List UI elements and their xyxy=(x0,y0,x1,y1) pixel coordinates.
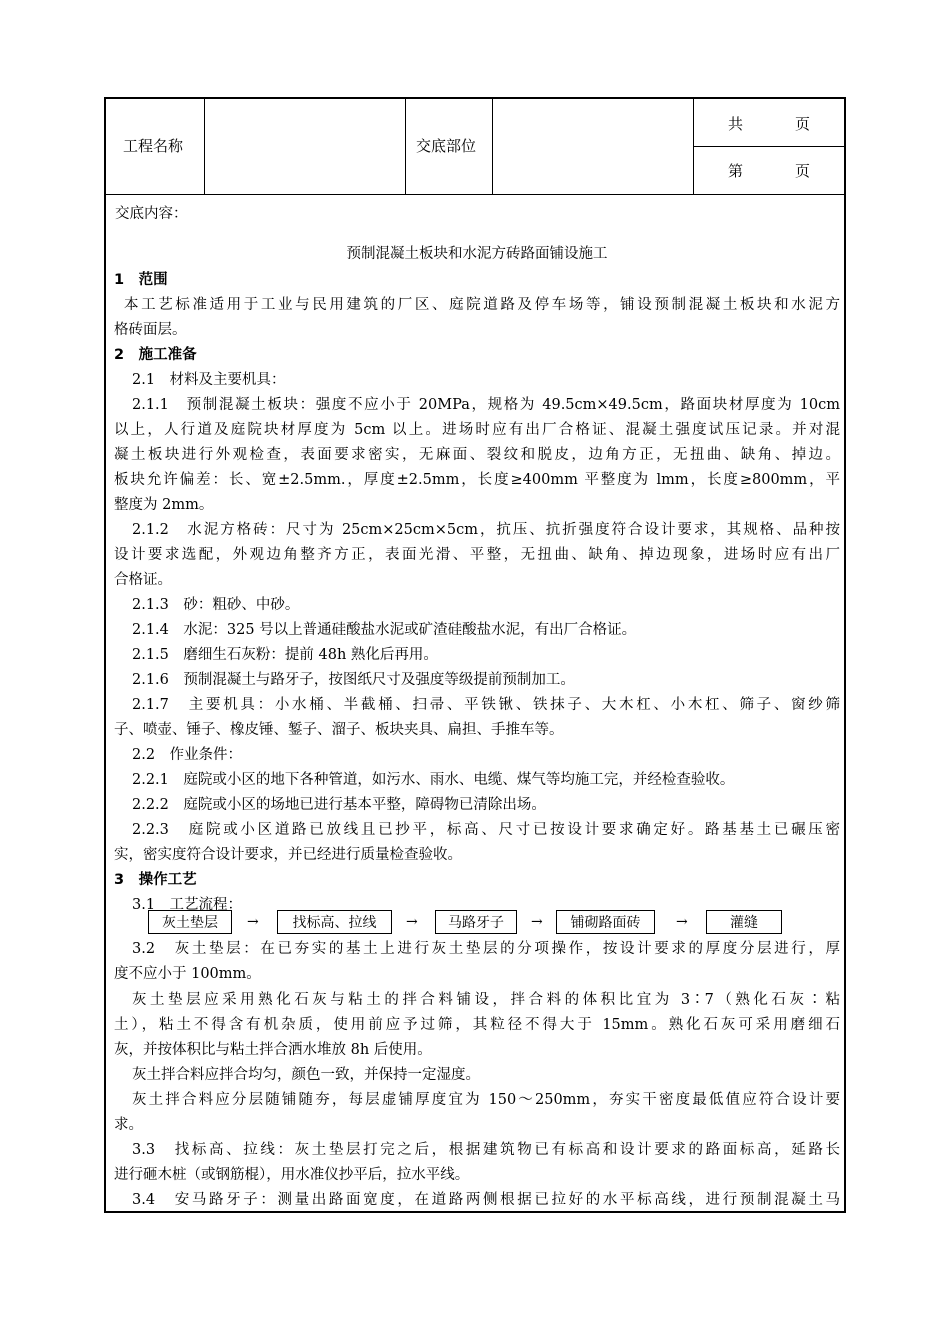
text-line: 2.2 作业条件： xyxy=(132,747,243,763)
text-line: 2.2.3 庭院或小区道路已放线且已抄平，标高、尺寸已按设计要求确定好。路基基土已碾压密 xyxy=(132,822,840,838)
text-line: 3.1 工艺流程： xyxy=(132,897,243,913)
arrow-right-icon: → xyxy=(406,914,418,930)
project-name-label: 工程名称 xyxy=(123,137,184,155)
text-line: 灰，并按体积比与粘土拌合洒水堆放 8h 后使用。 xyxy=(114,1042,432,1058)
total-pages-label: 共 xyxy=(728,115,744,133)
flow-step: 铺砌路面砖 xyxy=(556,910,655,934)
flow-step: 灌缝 xyxy=(706,910,782,934)
process-flow xyxy=(114,909,840,937)
disclosure-part-label: 交底部位 xyxy=(416,137,477,155)
divider xyxy=(694,146,844,147)
arrow-right-icon: → xyxy=(531,914,543,930)
total-pages-unit: 页 xyxy=(795,115,811,133)
text-line: 2.1 材料及主要机具： xyxy=(132,372,286,388)
text-line: 实，密实度符合设计要求，并已经进行质量检查验收。 xyxy=(114,847,462,863)
text-line: 板块允许偏差：长、宽±2.5mm.，厚度±2.5mm，长度≥400mm 平整度为 lmm，长度≥800mm，平 xyxy=(114,472,840,488)
text-line: 3.4 安马路牙子：测量出路面宽度，在道路两侧根据已拉好的水平标高线，进行预制混凝土马 xyxy=(132,1192,840,1208)
flow-step: 马路牙子 xyxy=(435,910,517,934)
content-label: 交底内容： xyxy=(115,206,188,222)
arrow-right-icon: → xyxy=(247,914,259,930)
divider xyxy=(492,99,493,194)
text-line: 2.1.4 水泥：325 号以上普通硅酸盐水泥或矿渣硅酸盐水泥，有出厂合格证。 xyxy=(132,622,637,638)
text-line: 进行砸木桩（或钢筋棍），用水准仪抄平后，拉水平线。 xyxy=(114,1167,470,1183)
arrow-right-icon: → xyxy=(676,914,688,930)
text-line: 3.2 灰土垫层：在已夯实的基土上进行灰土垫层的分项操作，按设计要求的厚度分层进行，厚 xyxy=(132,941,840,957)
page-number-label: 第 xyxy=(728,162,744,180)
divider xyxy=(405,99,406,194)
document-title: 预制混凝土板块和水泥方砖路面铺设施工 xyxy=(346,246,608,262)
text-line: 2.1.1 预制混凝土板块：强度不应小于 20MPa，规格为 49.5cm×49.5cm，路面块材厚度为 10cm xyxy=(132,397,840,413)
divider xyxy=(204,99,205,194)
section-heading-3: 3 操作工艺 xyxy=(114,872,197,888)
page-number-unit: 页 xyxy=(795,162,811,180)
text-line: 灰土拌合料应拌合均匀，颜色一致，并保持一定湿度。 xyxy=(132,1067,480,1083)
text-line: 2.2.1 庭院或小区的地下各种管道，如污水、雨水、电缆、煤气等均施工完，并经检查验收。 xyxy=(132,772,735,788)
form-header xyxy=(106,99,844,195)
text-line: 整度为 2mm。 xyxy=(114,497,214,513)
text-line: 设计要求选配，外观边角整齐方正，表面光滑、平整，无扭曲、缺角、掉边现象，进场时应有出厂 xyxy=(114,547,840,563)
text-line: 3.3 找标高、拉线：灰土垫层打完之后，根据建筑物已有标高和设计要求的路面标高，延路长 xyxy=(132,1142,840,1158)
text-line: 求。 xyxy=(114,1117,143,1133)
text-line: 度不应小于 100mm。 xyxy=(114,966,261,982)
text-line: 2.2.2 庭院或小区的场地已进行基本平整，障碍物已清除出场。 xyxy=(132,797,546,813)
text-line: 2.1.5 磨细生石灰粉：提前 48h 熟化后再用。 xyxy=(132,647,438,663)
text-line: 以上，人行道及庭院块材厚度为 5cm 以上。进场时应有出厂合格证、混凝土强度试压记录。并对混 xyxy=(114,422,840,438)
text-line: 2.1.3 砂：粗砂、中砂。 xyxy=(132,597,300,613)
text-line: 本工艺标准适用于工业与民用建筑的厂区、庭院道路及停车场等，铺设预制混凝土板块和水泥方 xyxy=(124,297,840,313)
text-line: 2.1.2 水泥方格砖：尺寸为 25cm×25cm×5cm，抗压、抗折强度符合设计要求，其规格、品种按 xyxy=(132,522,840,538)
text-line: 灰土拌合料应分层随铺随夯，每层虚铺厚度宜为 150～250mm，夯实干密度最低值应符合设计要 xyxy=(132,1092,840,1108)
text-line: 2.1.7 主要机具：小水桶、半截桶、扫帚、平铁锹、铁抹子、大木杠、小木杠、筛子、窗纱筛 xyxy=(132,697,840,713)
text-line: 格砖面层。 xyxy=(114,322,187,338)
text-line: 合格证。 xyxy=(114,572,172,588)
flow-step: 找标高、拉线 xyxy=(277,910,392,934)
section-heading-2: 2 施工准备 xyxy=(114,347,197,363)
text-line: 凝土板块进行外观检查，表面要求密实，无麻面、裂纹和脱皮，边角方正，无扭曲、缺角、掉边。 xyxy=(114,447,840,463)
text-line: 2.1.6 预制混凝土与路牙子，按图纸尺寸及强度等级提前预制加工。 xyxy=(132,672,575,688)
text-line: 土），粘土不得含有机杂质，使用前应予过筛，其粒径不得大于 15mm。熟化石灰可采用磨细石 xyxy=(114,1017,840,1033)
section-heading-1: 1 范围 xyxy=(114,272,168,288)
text-line: 灰土垫层应采用熟化石灰与粘土的拌合料铺设，拌合料的体积比宜为 3∶7（熟化石灰∶粘 xyxy=(132,992,840,1008)
flow-step: 灰土垫层 xyxy=(148,910,232,934)
text-line: 子、喷壶、锤子、橡皮锤、錾子、溜子、板块夹具、扁担、手推车等。 xyxy=(114,722,564,738)
